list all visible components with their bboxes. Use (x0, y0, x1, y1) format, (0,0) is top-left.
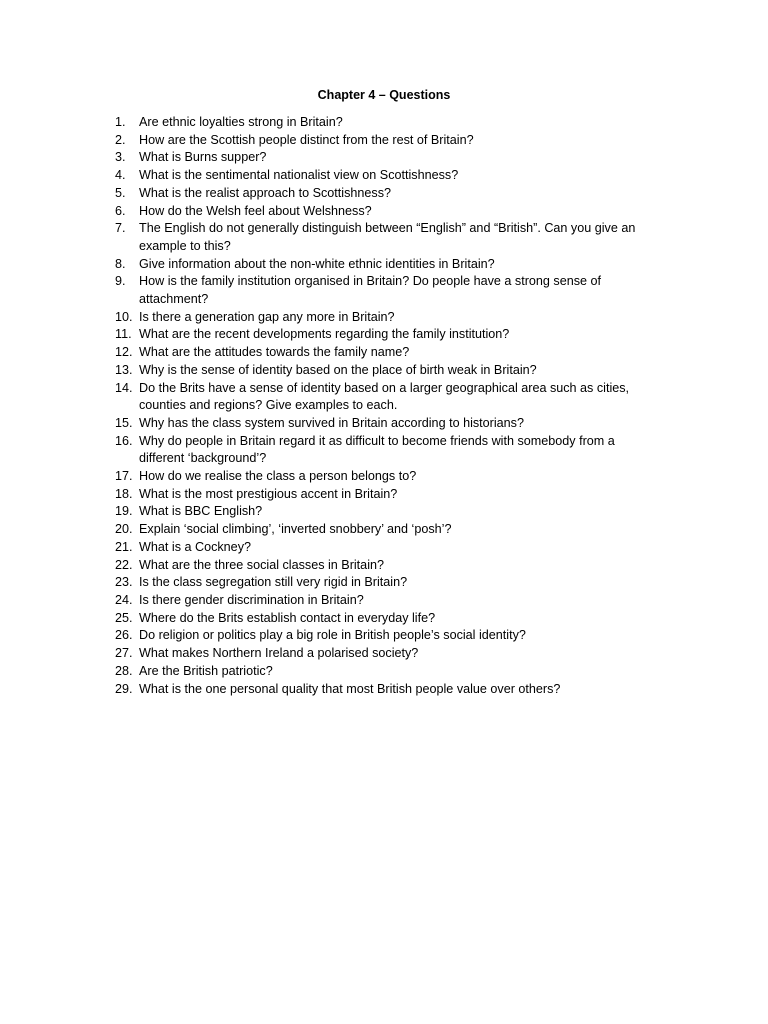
question-list (115, 114, 660, 698)
question-item (115, 521, 660, 539)
question-number: 15. (115, 415, 133, 430)
question-text: Is the class segregation still very rigid in Britain? (139, 575, 408, 590)
question-number: 5. (115, 185, 126, 200)
question-text: What are the recent developments regarding the family institution? (139, 327, 510, 342)
question-number: 23. (115, 575, 133, 590)
question-item (115, 344, 660, 362)
question-number: 7. (115, 221, 126, 236)
question-text: What is Burns supper? (139, 150, 267, 165)
question-item (115, 663, 660, 681)
question-item (115, 273, 660, 308)
question-number: 14. (115, 380, 133, 395)
question-item (115, 503, 660, 521)
question-item (115, 362, 660, 380)
question-item (115, 380, 660, 415)
question-text: Why is the sense of identity based on the place of birth weak in Britain? (139, 362, 537, 377)
question-text: What is the sentimental nationalist view on Scottishness? (139, 168, 459, 183)
question-text: Give information about the non-white ethnic identities in Britain? (139, 256, 495, 271)
question-number: 17. (115, 469, 133, 484)
question-number: 12. (115, 345, 133, 360)
question-number: 20. (115, 522, 133, 537)
question-number: 2. (115, 132, 126, 147)
question-number: 3. (115, 150, 126, 165)
question-item (115, 256, 660, 274)
question-number: 13. (115, 362, 133, 377)
question-number: 25. (115, 610, 133, 625)
question-text: What is a Cockney? (139, 539, 251, 554)
question-item (115, 574, 660, 592)
question-text: What are the three social classes in Britain? (139, 557, 384, 572)
question-text: Are the British patriotic? (139, 663, 273, 678)
question-text: What are the attitudes towards the family name? (139, 345, 410, 360)
question-item (115, 114, 660, 132)
question-text: Why do people in Britain regard it as difficult to become friends with somebody from a different ‘background’? (139, 433, 615, 466)
question-text: What is the most prestigious accent in Britain? (139, 486, 398, 501)
question-item (115, 149, 660, 167)
question-item (115, 539, 660, 557)
question-text: The English do not generally distinguish between “English” and “British”. Can you give an example to this? (139, 221, 636, 253)
question-text: Is there a generation gap any more in Britain? (139, 309, 395, 324)
question-item (115, 627, 660, 645)
question-item (115, 557, 660, 575)
question-number: 6. (115, 203, 126, 218)
question-number: 16. (115, 433, 133, 448)
question-item (115, 592, 660, 610)
question-item (115, 610, 660, 628)
question-item (115, 433, 660, 468)
question-number: 28. (115, 663, 133, 678)
question-item (115, 468, 660, 486)
question-text: Is there gender discrimination in Britain? (139, 592, 364, 607)
question-item (115, 167, 660, 185)
question-text: What is the one personal quality that most British people value over others? (139, 681, 561, 696)
question-number: 9. (115, 274, 126, 289)
question-item (115, 185, 660, 203)
question-item (115, 220, 660, 255)
question-text: What is the realist approach to Scottishness? (139, 185, 392, 200)
question-number: 18. (115, 486, 133, 501)
question-text: What is BBC English? (139, 504, 263, 519)
question-text: What makes Northern Ireland a polarised society? (139, 646, 419, 661)
question-item (115, 132, 660, 150)
question-number: 21. (115, 539, 133, 554)
question-text: Why has the class system survived in Britain according to historians? (139, 415, 524, 430)
question-item (115, 486, 660, 504)
question-item (115, 681, 660, 699)
question-number: 8. (115, 256, 126, 271)
page-title: Chapter 4 – Questions (317, 88, 451, 102)
question-item (115, 645, 660, 663)
question-number: 27. (115, 646, 133, 661)
question-text: How is the family institution organised in Britain? Do people have a strong sense of attachment? (139, 274, 602, 307)
question-text: How do the Welsh feel about Welshness? (139, 203, 372, 218)
question-item (115, 309, 660, 327)
question-number: 11. (115, 327, 132, 342)
question-item (115, 415, 660, 433)
question-number: 24. (115, 592, 133, 607)
question-number: 10. (115, 309, 133, 324)
question-text: Where do the Brits establish contact in everyday life? (139, 610, 436, 625)
question-text: Do religion or politics play a big role in British people’s social identity? (139, 628, 526, 643)
question-text: Are ethnic loyalties strong in Britain? (139, 115, 343, 129)
question-number: 19. (115, 504, 133, 519)
question-text: Do the Brits have a sense of identity based on a larger geographical area such as cities, counties and regions? Give examples to each. (139, 380, 630, 413)
question-number: 22. (115, 557, 133, 572)
question-text: Explain ‘social climbing’, ‘inverted snobbery’ and ‘posh’? (139, 522, 452, 537)
question-number: 1. (115, 115, 126, 129)
question-text: How do we realise the class a person belongs to? (139, 469, 417, 484)
question-text: How are the Scottish people distinct from the rest of Britain? (139, 132, 474, 147)
question-item (115, 203, 660, 221)
question-number: 29. (115, 681, 133, 696)
question-item (115, 326, 660, 344)
question-number: 26. (115, 628, 133, 643)
question-number: 4. (115, 168, 126, 183)
